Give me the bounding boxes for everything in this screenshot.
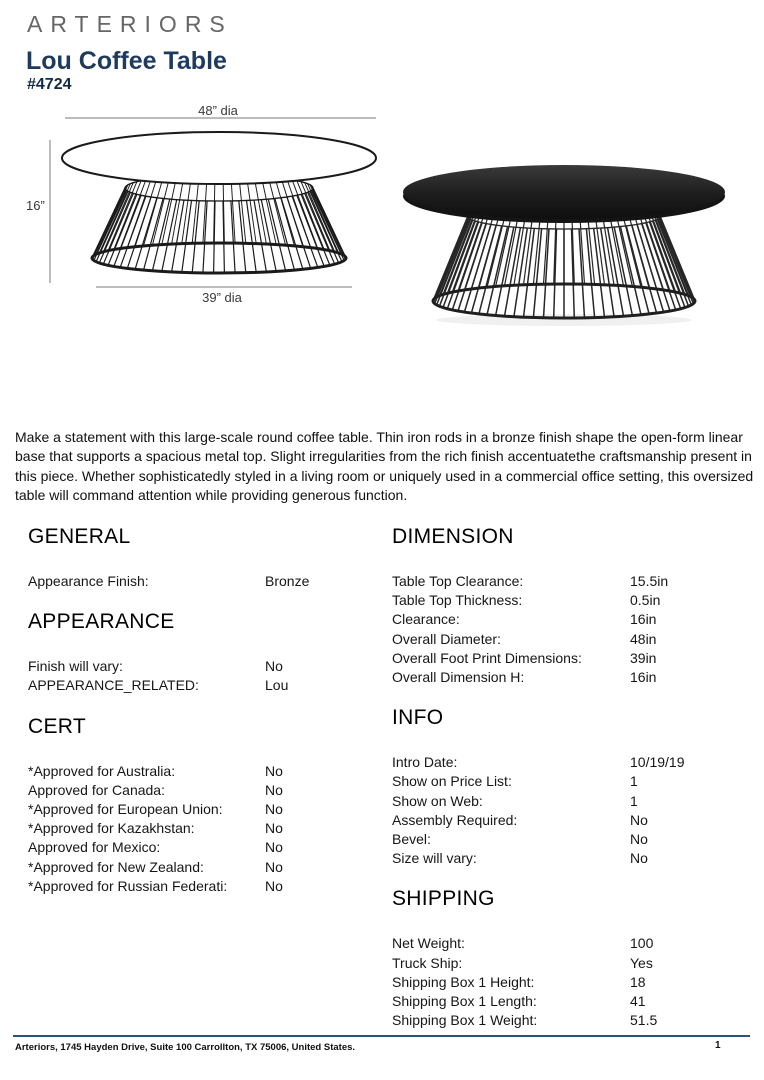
spec-row bbox=[392, 934, 742, 953]
section-general bbox=[28, 524, 368, 591]
spec-value: 51.5 bbox=[630, 1012, 658, 1029]
dimension-label-height: 16” bbox=[26, 198, 45, 213]
spec-row bbox=[392, 954, 742, 973]
section-shipping bbox=[392, 886, 742, 1030]
spec-row bbox=[392, 630, 742, 649]
spec-row bbox=[392, 668, 742, 687]
spec-row bbox=[392, 572, 742, 591]
spec-label: APPEARANCE_RELATED: bbox=[28, 677, 199, 694]
spec-label: Approved for Canada: bbox=[28, 781, 165, 798]
spec-column-right bbox=[392, 524, 742, 1048]
spec-label: Overall Dimension H: bbox=[392, 669, 525, 686]
spec-label: Assembly Required: bbox=[392, 811, 518, 828]
product-sku: #4724 bbox=[27, 76, 72, 93]
spec-value: Yes bbox=[630, 954, 653, 971]
spec-row bbox=[28, 572, 368, 591]
spec-label: Net Weight: bbox=[392, 935, 465, 952]
spec-row bbox=[392, 772, 742, 791]
spec-row bbox=[392, 591, 742, 610]
spec-value: No bbox=[630, 831, 648, 848]
spec-row bbox=[392, 610, 742, 629]
section-appearance bbox=[28, 609, 368, 695]
spec-row bbox=[392, 992, 742, 1011]
spec-row bbox=[28, 877, 368, 896]
spec-label: Size will vary: bbox=[392, 850, 477, 867]
spec-value: No bbox=[630, 850, 648, 867]
spec-row bbox=[392, 973, 742, 992]
spec-label: Intro Date: bbox=[392, 754, 458, 771]
section-heading-info: INFO bbox=[392, 706, 444, 730]
spec-value: 39in bbox=[630, 649, 657, 666]
spec-label: Shipping Box 1 Weight: bbox=[392, 1012, 538, 1029]
product-description: Make a statement with this large-scale round coffee table. Thin iron rods in a bronze finish shape the open-form linear base that supports a spacious metal top. Slight irregularities from the rich finish accentuatethe craftsmanship present in this piece. Whether sophisticatedly styled in a living room or uniquely used in a commercial office setting, this oversized table will command attention while providing generous function. bbox=[15, 429, 754, 503]
spec-value: No bbox=[265, 858, 283, 875]
spec-label: *Approved for Kazakhstan: bbox=[28, 820, 195, 837]
section-heading-cert: CERT bbox=[28, 714, 86, 738]
dimension-label-bottom-diameter: 39” dia bbox=[202, 290, 242, 305]
spec-value: 1 bbox=[630, 773, 638, 790]
spec-label: *Approved for New Zealand: bbox=[28, 858, 204, 875]
spec-label: *Approved for Australia: bbox=[28, 762, 176, 779]
line-drawing-svg bbox=[30, 103, 380, 315]
page-number: 1 bbox=[715, 1040, 721, 1051]
spec-value: No bbox=[265, 658, 283, 675]
spec-value: 0.5in bbox=[630, 592, 661, 609]
spec-value: No bbox=[265, 820, 283, 837]
spec-row bbox=[392, 830, 742, 849]
spec-label: Clearance: bbox=[392, 611, 460, 628]
spec-row bbox=[392, 792, 742, 811]
section-heading-shipping: SHIPPING bbox=[392, 887, 495, 911]
spec-label: Finish will vary: bbox=[28, 658, 123, 675]
footer-address: Arteriors, 1745 Hayden Drive, Suite 100 Carrollton, TX 75006, United States. bbox=[15, 1042, 356, 1053]
brand-logo: ARTERIORS bbox=[27, 11, 233, 37]
section-heading-appearance: APPEARANCE bbox=[28, 610, 175, 634]
spec-row bbox=[392, 849, 742, 868]
spec-value: No bbox=[265, 801, 283, 818]
spec-value: Lou bbox=[265, 677, 289, 694]
spec-value: 18 bbox=[630, 973, 646, 990]
spec-label: *Approved for European Union: bbox=[28, 801, 223, 818]
spec-value: 1 bbox=[630, 792, 638, 809]
spec-row bbox=[28, 762, 368, 781]
spec-label: Table Top Thickness: bbox=[392, 592, 523, 609]
spec-row bbox=[392, 753, 742, 772]
spec-label: Show on Price List: bbox=[392, 773, 512, 790]
table-product-photo bbox=[395, 156, 740, 334]
spec-value: No bbox=[265, 762, 283, 779]
dimension-label-top-diameter: 48” dia bbox=[198, 103, 238, 118]
spec-row bbox=[392, 649, 742, 668]
spec-value: No bbox=[265, 839, 283, 856]
spec-value: No bbox=[630, 811, 648, 828]
spec-value: 15.5in bbox=[630, 573, 669, 589]
spec-row bbox=[392, 1011, 742, 1030]
spec-value: No bbox=[265, 877, 283, 894]
spec-label: Shipping Box 1 Length: bbox=[392, 993, 537, 1010]
spec-label: Bevel: bbox=[392, 831, 431, 848]
footer-rule bbox=[13, 1035, 750, 1037]
section-dimension bbox=[392, 524, 742, 687]
spec-row bbox=[28, 838, 368, 857]
spec-label: *Approved for Russian Federati: bbox=[28, 877, 228, 894]
spec-row bbox=[28, 781, 368, 800]
spec-label: Appearance Finish: bbox=[28, 573, 149, 589]
section-cert bbox=[28, 714, 368, 896]
spec-label: Show on Web: bbox=[392, 792, 483, 809]
spec-row bbox=[28, 819, 368, 838]
spec-label: Truck Ship: bbox=[392, 954, 463, 971]
spec-row bbox=[28, 657, 368, 676]
spec-value: 41 bbox=[630, 993, 646, 1010]
spec-value: 100 bbox=[630, 935, 654, 952]
table-line-drawing bbox=[26, 103, 380, 315]
spec-value: 48in bbox=[630, 630, 657, 647]
spec-value: No bbox=[265, 781, 283, 798]
spec-row bbox=[392, 811, 742, 830]
spec-value: Bronze bbox=[265, 573, 310, 589]
spec-row bbox=[28, 800, 368, 819]
spec-column-left bbox=[28, 524, 368, 914]
spec-value: 10/19/19 bbox=[630, 754, 685, 771]
spec-label: Approved for Mexico: bbox=[28, 839, 161, 856]
spec-label: Overall Foot Print Dimensions: bbox=[392, 649, 582, 666]
product-title: Lou Coffee Table bbox=[26, 47, 227, 75]
spec-value: 16in bbox=[630, 611, 657, 628]
section-info bbox=[392, 705, 742, 868]
spec-row bbox=[28, 676, 368, 695]
spec-row bbox=[28, 858, 368, 877]
section-heading-dimension: DIMENSION bbox=[392, 525, 514, 548]
spec-label: Table Top Clearance: bbox=[392, 573, 524, 589]
spec-label: Overall Diameter: bbox=[392, 630, 501, 647]
product-photo-svg bbox=[395, 156, 740, 334]
spec-label: Shipping Box 1 Height: bbox=[392, 973, 535, 990]
spec-value: 16in bbox=[630, 669, 657, 686]
section-heading-general: GENERAL bbox=[28, 525, 131, 548]
